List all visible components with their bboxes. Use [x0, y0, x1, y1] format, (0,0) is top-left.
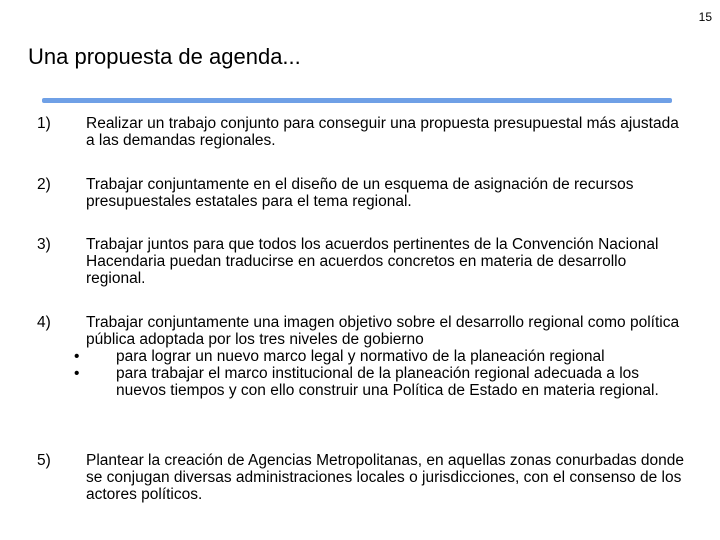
item-text: Realizar un trabajo conjunto para conseguir una propuesta presupuestal más ajustada a las demandas regionales.	[86, 115, 679, 149]
sub-bullet-text: para trabajar el marco institucional de la planeación regional adecuada a los nuevos tiempos y con ello construir una Política de Estado en materia regional.	[116, 365, 659, 399]
agenda-item-2	[37, 176, 687, 210]
item-number: 3)	[37, 236, 51, 253]
bullet-icon: •	[74, 348, 80, 365]
item-number: 2)	[37, 176, 51, 193]
item-number: 4)	[37, 314, 51, 331]
agenda-item-3	[37, 236, 687, 287]
item-text: Trabajar conjuntamente en el diseño de un esquema de asignación de recursos presupuestales estatales para el tema regional.	[86, 176, 634, 210]
agenda-item-5	[37, 452, 687, 503]
sub-bullet-1	[74, 348, 687, 365]
agenda-item-4	[37, 314, 687, 399]
item-text: Trabajar juntos para que todos los acuerdos pertinentes de la Convención Nacional Hacendaria puedan traducirse en acuerdos concretos en materia de desarrollo regional.	[86, 236, 659, 287]
sub-bullet-2	[74, 365, 687, 399]
title-divider	[42, 98, 672, 103]
item-number: 1)	[37, 115, 51, 132]
bullet-icon: •	[74, 365, 80, 382]
item-text: Trabajar conjuntamente una imagen objetivo sobre el desarrollo regional como política pública adoptada por los tres niveles de gobierno	[86, 314, 680, 348]
sub-bullet-text: para lograr un nuevo marco legal y normativo de la planeación regional	[116, 348, 605, 365]
slide-title: Una propuesta de agenda...	[28, 44, 301, 69]
page-number: 15	[698, 10, 712, 24]
item-text: Plantear la creación de Agencias Metropolitanas, en aquellas zonas conurbadas donde se conjugan diversas administraciones locales o jurisdicciones, con el consenso de los actores políticos.	[86, 452, 685, 503]
item-number: 5)	[37, 452, 51, 469]
agenda-item-1	[37, 115, 687, 149]
